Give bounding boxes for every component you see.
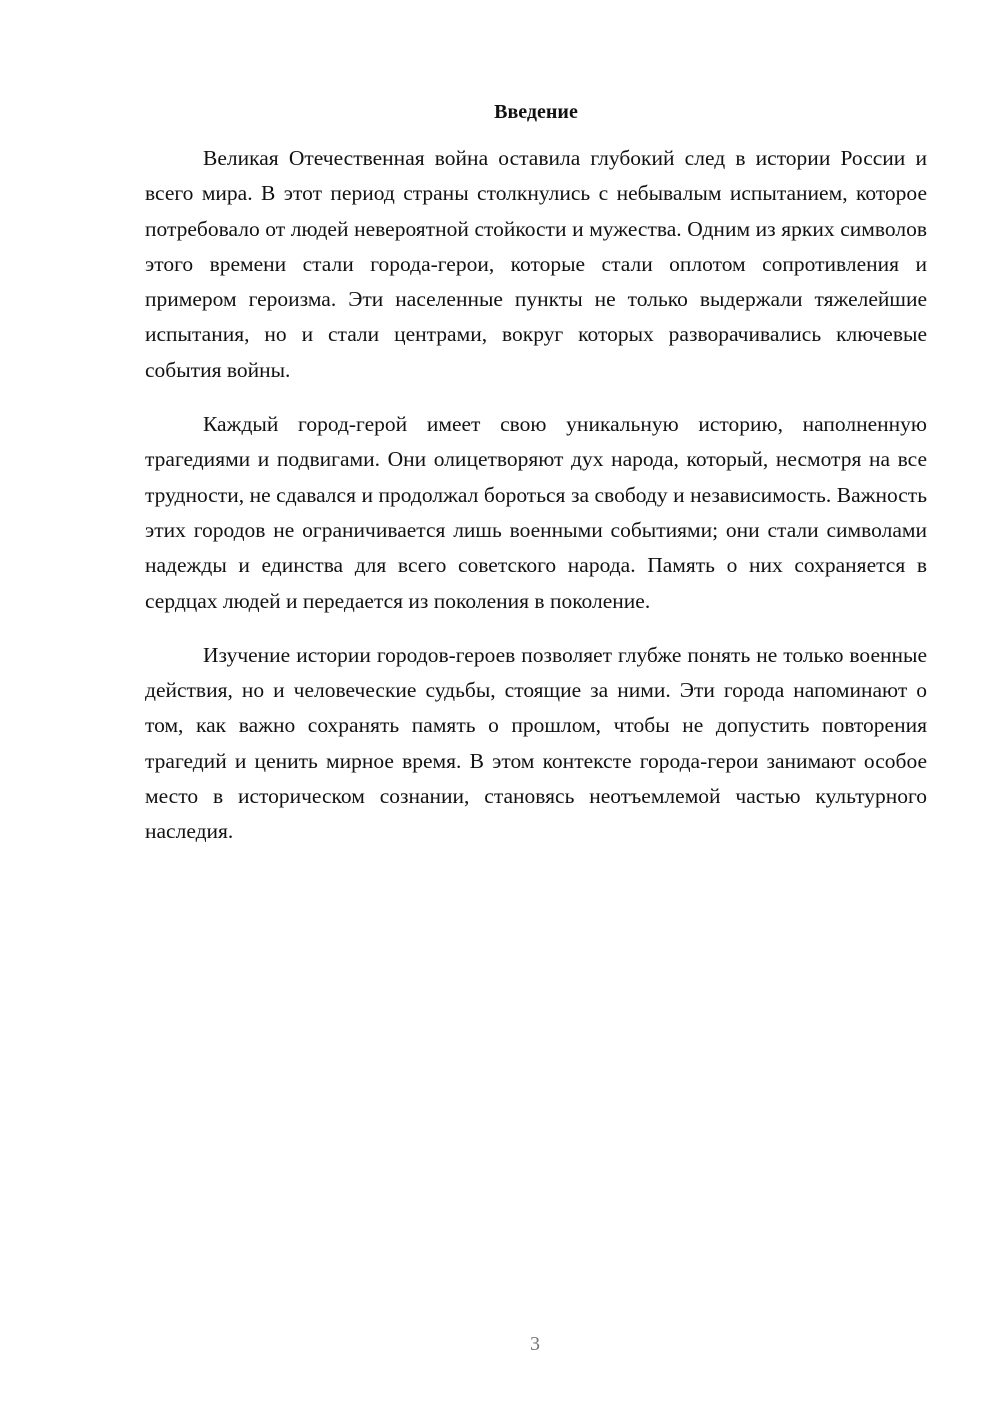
paragraph-3: Изучение истории городов-героев позволяет глубже понять не только военные действия, но и человеческие судьбы, стоящие за ними. Эти города напоминают о том, как важно сохранять память о прошлом, чтобы не допустить повторения трагедий и ценить мирное время. В этом контексте города-герои занимают особое место в историческом сознании, становясь неотъемлемой частью культурного наследия. bbox=[145, 642, 927, 844]
page-content bbox=[145, 97, 927, 869]
paragraph-2: Каждый город-герой имеет свою уникальную историю, наполненную трагедиями и подвигами. Они олицетворяют дух народа, который, несмотря на все трудности, не сдавался и продолжал бороться за свободу и независимость. Важность этих городов не ограничивается лишь военными событиями; они стали символами надежды и единства для всего советского народа. Память о них сохраняется в сердцах людей и передается из поколения в поколение. bbox=[145, 412, 927, 613]
section-heading: Введение bbox=[494, 101, 578, 123]
paragraph-1: Великая Отечественная война оставила глубокий след в истории России и всего мира. В этот период страны столкнулись с небывалым испытанием, которое потребовало от людей невероятной стойкости и мужества. Одним из ярких символов этого времени стали города-герои, которые стали оплотом сопротивления и примером героизма. Эти населенные пункты не только выдержали тяжелейшие испытания, но и стали центрами, вокруг которых разворачивались ключевые события войны. bbox=[145, 146, 927, 382]
page-number: 3 bbox=[530, 1333, 540, 1355]
